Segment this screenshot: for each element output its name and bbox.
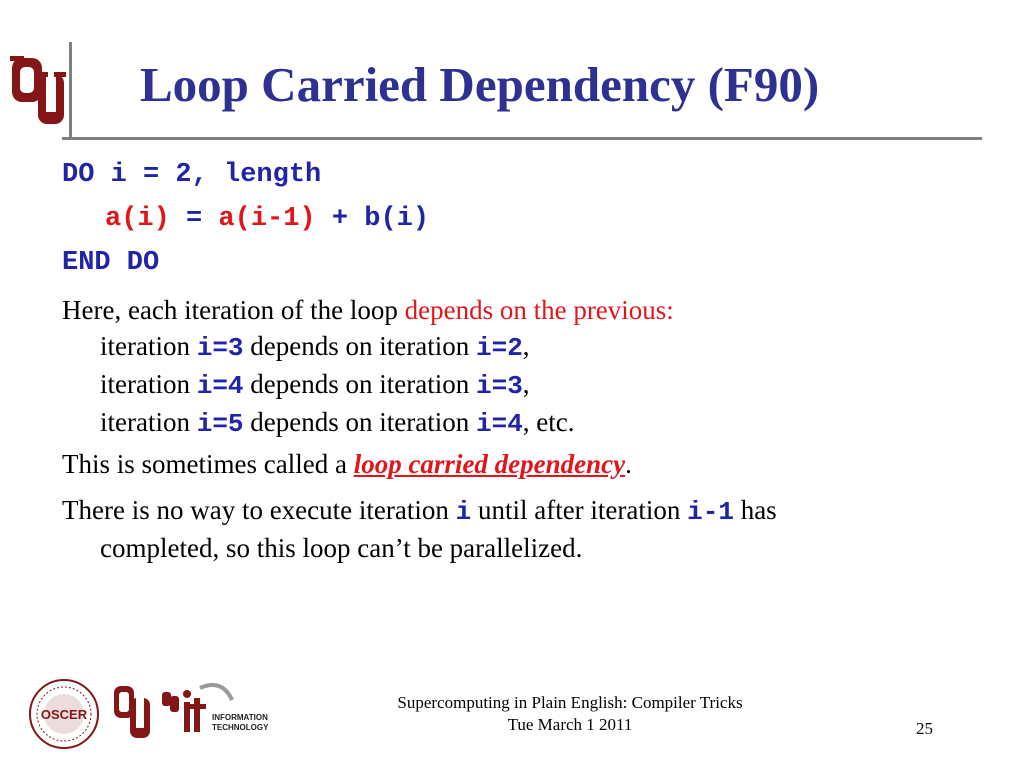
iteration-row: [62, 366, 674, 404]
row-end: , etc.: [522, 407, 575, 437]
iteration-word: iteration: [100, 369, 197, 399]
ou-logo-icon: [10, 52, 66, 134]
iteration-word: iteration: [100, 331, 197, 361]
oscer-seal-icon: [30, 680, 98, 748]
iteration-row: [62, 328, 674, 366]
bullet-parallel: [62, 492, 777, 566]
iteration-row: [62, 404, 674, 442]
code-equals: =: [169, 204, 219, 234]
code-inline-i: i: [455, 497, 472, 527]
depends-word: depends on iteration: [243, 369, 476, 399]
bullet-text: This is sometimes called a: [62, 449, 354, 479]
bullet-text: Here, each iteration of the loop: [62, 295, 405, 325]
bullet-parallel-line: [62, 492, 777, 530]
bullet-dependency-line: [62, 292, 674, 328]
page-number: 25: [916, 719, 933, 738]
code-line-assignment: [105, 206, 429, 233]
depends-word: depends on iteration: [243, 407, 476, 437]
code-inline-i-minus-1: i-1: [687, 497, 734, 527]
bullet-emphasis: depends on the previous:: [404, 295, 674, 325]
bullet-text: has: [733, 495, 777, 525]
code-rest: + b(i): [315, 204, 430, 234]
footer-date: Tue March 1 2011: [507, 715, 633, 734]
slide-title: Loop Carried Dependency (F90): [140, 57, 820, 112]
depends-word: depends on iteration: [243, 331, 476, 361]
oscer-seal-text: OSCER: [40, 707, 88, 722]
dependency-index: i=4: [475, 409, 523, 439]
dependency-index: i=2: [475, 333, 523, 363]
dependency-index: i=3: [475, 371, 523, 401]
key-term: loop carried dependency: [353, 449, 626, 479]
title-divider-horizontal: [62, 137, 982, 140]
bullet-text: There is no way to execute iteration: [62, 495, 456, 525]
it-text-line1: INFORMATION: [212, 713, 268, 722]
iteration-index: i=4: [196, 371, 244, 401]
bullet-dependency: [62, 292, 674, 442]
iteration-word: iteration: [100, 407, 197, 437]
ou-it-logo-icon: [162, 685, 269, 732]
bullet-text: until after iteration: [471, 495, 688, 525]
iteration-index: i=5: [196, 409, 244, 439]
iteration-index: i=3: [196, 333, 244, 363]
ou-footer-logo-icon: [114, 686, 150, 738]
code-line-do: DO i = 2, length: [62, 160, 322, 190]
title-divider-vertical: [69, 42, 72, 138]
bullet-terminology: [62, 446, 632, 482]
code-line-end-do: END DO: [62, 248, 160, 278]
row-end: ,: [522, 369, 530, 399]
bullet-parallel-continuation: completed, so this loop can’t be parallelized.: [100, 533, 583, 563]
code-previous-term: a(i-1): [218, 204, 316, 234]
bullet-end: .: [625, 449, 632, 479]
footer-course-title: Supercomputing in Plain English: Compiler Tricks: [397, 693, 743, 712]
slide-footer: [290, 692, 850, 736]
row-end: ,: [522, 331, 530, 361]
code-lhs: a(i): [105, 204, 170, 234]
it-text-line2: TECHNOLOGY: [212, 723, 269, 732]
footer-logos: [22, 678, 292, 750]
